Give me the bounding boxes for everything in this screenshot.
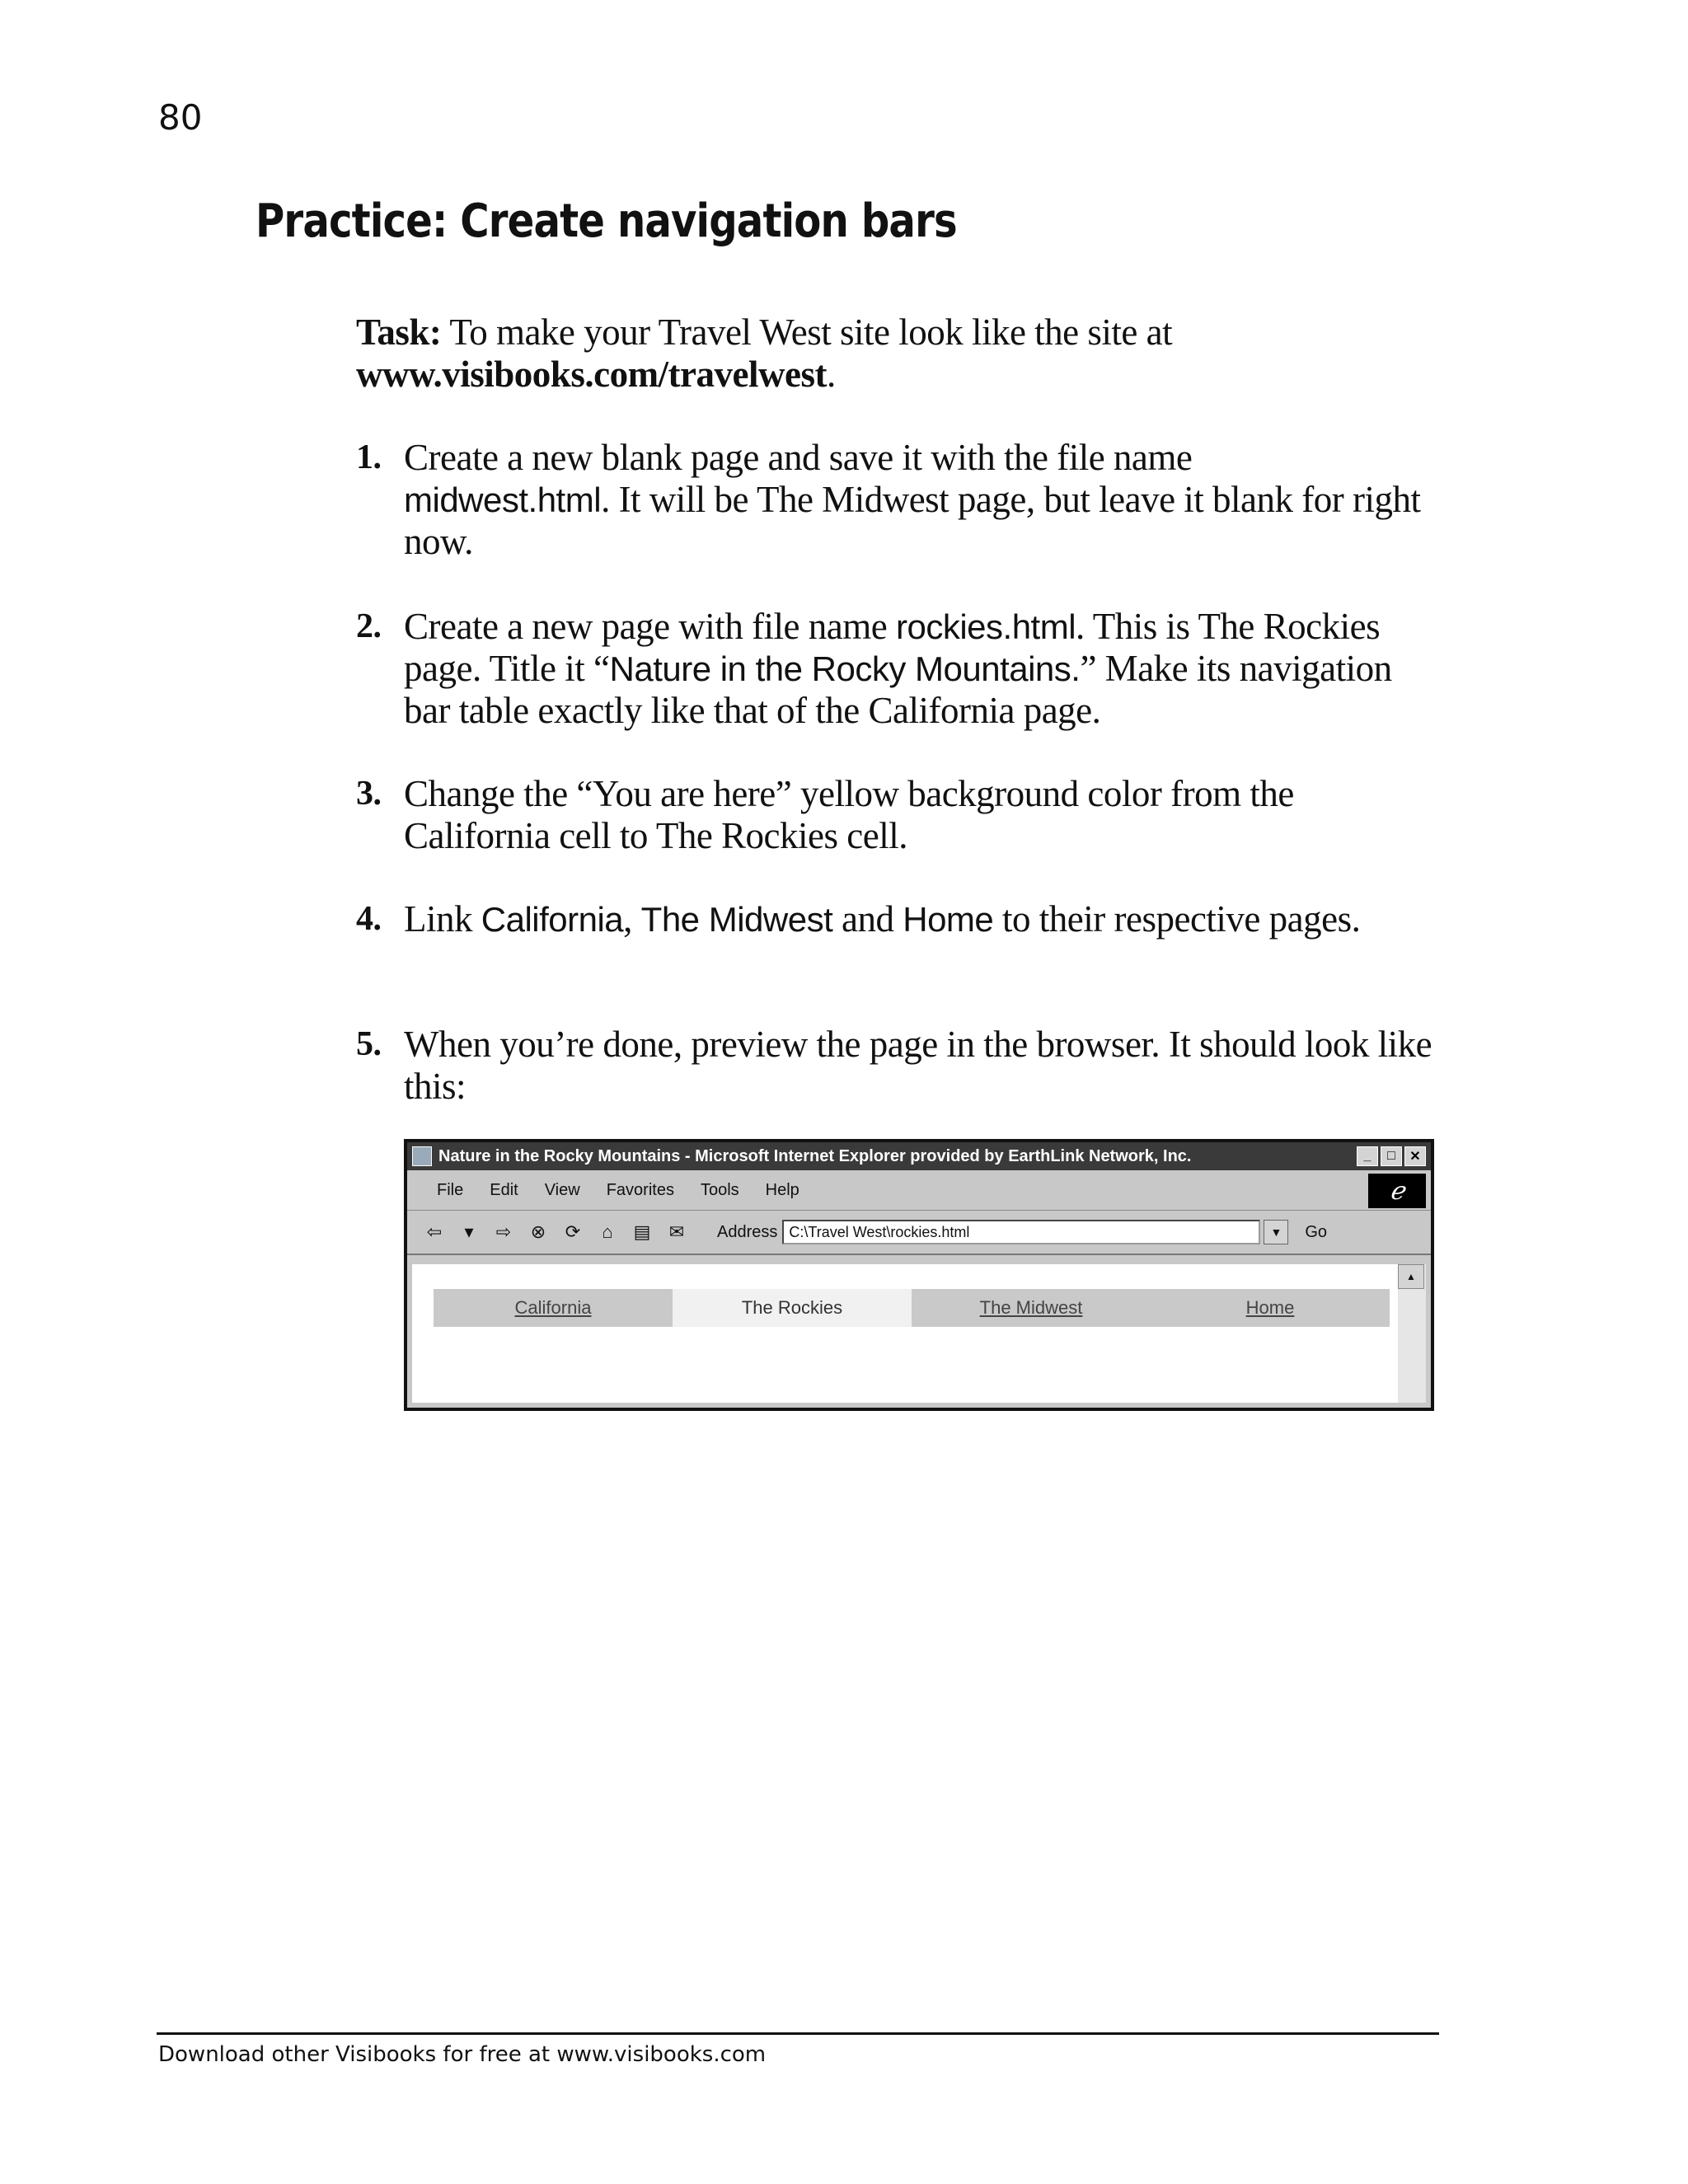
task-text: To make your Travel West site look like the site at xyxy=(449,312,1173,353)
navigation-bar-table xyxy=(434,1289,1390,1327)
step-text-b: . This is The Rockies page. Title it “ xyxy=(404,606,1381,689)
step-3 xyxy=(356,773,1444,857)
back-arrow-icon[interactable]: ⇦ xyxy=(426,1221,443,1242)
step-text xyxy=(404,898,1444,940)
step-and: and xyxy=(842,898,894,940)
close-icon[interactable]: ✕ xyxy=(1404,1146,1426,1166)
ie-logo-icon: ℯ xyxy=(1368,1174,1426,1208)
stop-icon[interactable]: ⊗ xyxy=(530,1221,546,1242)
step-text xyxy=(404,606,1444,732)
footer-rule xyxy=(157,2032,1439,2035)
step-2 xyxy=(356,606,1444,732)
step-text: Change the “You are here” yellow background color from the California cell to The Rockies cell. xyxy=(404,773,1294,856)
filename: midwest.html xyxy=(404,480,602,519)
vertical-scrollbar[interactable] xyxy=(1398,1264,1426,1403)
task-url: www.visibooks.com/travelwest xyxy=(356,354,827,395)
browser-toolbar xyxy=(407,1211,1431,1255)
home-icon[interactable]: ⌂ xyxy=(602,1221,613,1242)
step-text-c: ” Make its navigation bar table exactly like that of the California page. xyxy=(404,648,1392,731)
menu-favorites[interactable]: Favorites xyxy=(606,1180,674,1199)
maximize-icon[interactable]: □ xyxy=(1381,1146,1402,1166)
nav-link-midwest[interactable]: The Midwest xyxy=(912,1289,1151,1327)
menu-file[interactable]: File xyxy=(437,1180,464,1199)
address-dropdown-icon[interactable]: ▼ xyxy=(1264,1220,1288,1244)
footer-text: Download other Visibooks for free at www.visibooks.com xyxy=(158,2042,767,2067)
window-buttons xyxy=(1357,1146,1426,1166)
refresh-icon[interactable]: ⟳ xyxy=(565,1221,581,1242)
menu-edit[interactable]: Edit xyxy=(490,1180,518,1199)
menu-tools[interactable]: Tools xyxy=(700,1180,739,1199)
step-4 xyxy=(356,898,1444,940)
minimize-icon[interactable]: _ xyxy=(1357,1146,1378,1166)
scroll-up-icon[interactable]: ▲ xyxy=(1398,1264,1424,1289)
page-heading: Practice: Create navigation bars xyxy=(256,194,957,248)
task-label: Task: xyxy=(356,312,442,353)
step-text xyxy=(404,437,1444,563)
back-dropdown-icon[interactable]: ▾ xyxy=(464,1221,474,1242)
step-number: 5. xyxy=(356,1025,382,1063)
link-name-california: California xyxy=(481,900,624,939)
step-text: When you’re done, preview the page in the browser. It should look like this: xyxy=(404,1024,1432,1107)
menu-view[interactable]: View xyxy=(544,1180,580,1199)
address-input[interactable]: C:\Travel West\rockies.html xyxy=(782,1220,1260,1244)
link-name-midwest: The Midwest xyxy=(640,900,833,939)
nav-link-california[interactable]: California xyxy=(434,1289,673,1327)
step-text-b: to their respective pages. xyxy=(1002,898,1361,940)
go-button[interactable]: Go xyxy=(1305,1222,1328,1241)
step-number: 4. xyxy=(356,900,382,938)
step-number: 2. xyxy=(356,607,382,645)
browser-title: Nature in the Rocky Mountains - Microsoft Internet Explorer provided by EarthLink Network, Inc. xyxy=(438,1146,1192,1165)
browser-titlebar xyxy=(407,1142,1431,1170)
mail-icon[interactable]: ✉ xyxy=(668,1221,685,1242)
nav-current-rockies: The Rockies xyxy=(673,1289,912,1327)
browser-screenshot xyxy=(404,1139,1434,1411)
step-number: 1. xyxy=(356,438,382,476)
forward-arrow-icon[interactable]: ⇨ xyxy=(495,1221,512,1242)
print-icon[interactable]: ▤ xyxy=(633,1221,651,1242)
page-title-text: Nature in the Rocky Mountains. xyxy=(609,649,1081,688)
step-1 xyxy=(356,437,1444,563)
page-number: 80 xyxy=(158,97,203,138)
step-text-a: Create a new blank page and save it with the file name xyxy=(404,437,1193,478)
step-5 xyxy=(356,1024,1444,1108)
address-label: Address xyxy=(717,1222,778,1241)
browser-menubar xyxy=(407,1170,1431,1211)
menu-help[interactable]: Help xyxy=(765,1180,799,1199)
browser-viewport xyxy=(412,1264,1398,1403)
ie-page-icon xyxy=(412,1146,432,1166)
step-text-a: Link xyxy=(404,898,472,940)
link-name-home: Home xyxy=(903,900,994,939)
step-text-b: . It will be The Midwest page, but leave it blank for right now. xyxy=(404,479,1421,562)
task-paragraph xyxy=(356,312,1444,396)
step-sep: , xyxy=(623,898,632,940)
step-number: 3. xyxy=(356,775,382,813)
task-end: . xyxy=(826,354,836,395)
nav-link-home[interactable]: Home xyxy=(1151,1289,1390,1327)
filename: rockies.html xyxy=(895,607,1076,646)
step-text-a: Create a new page with file name xyxy=(404,606,888,647)
